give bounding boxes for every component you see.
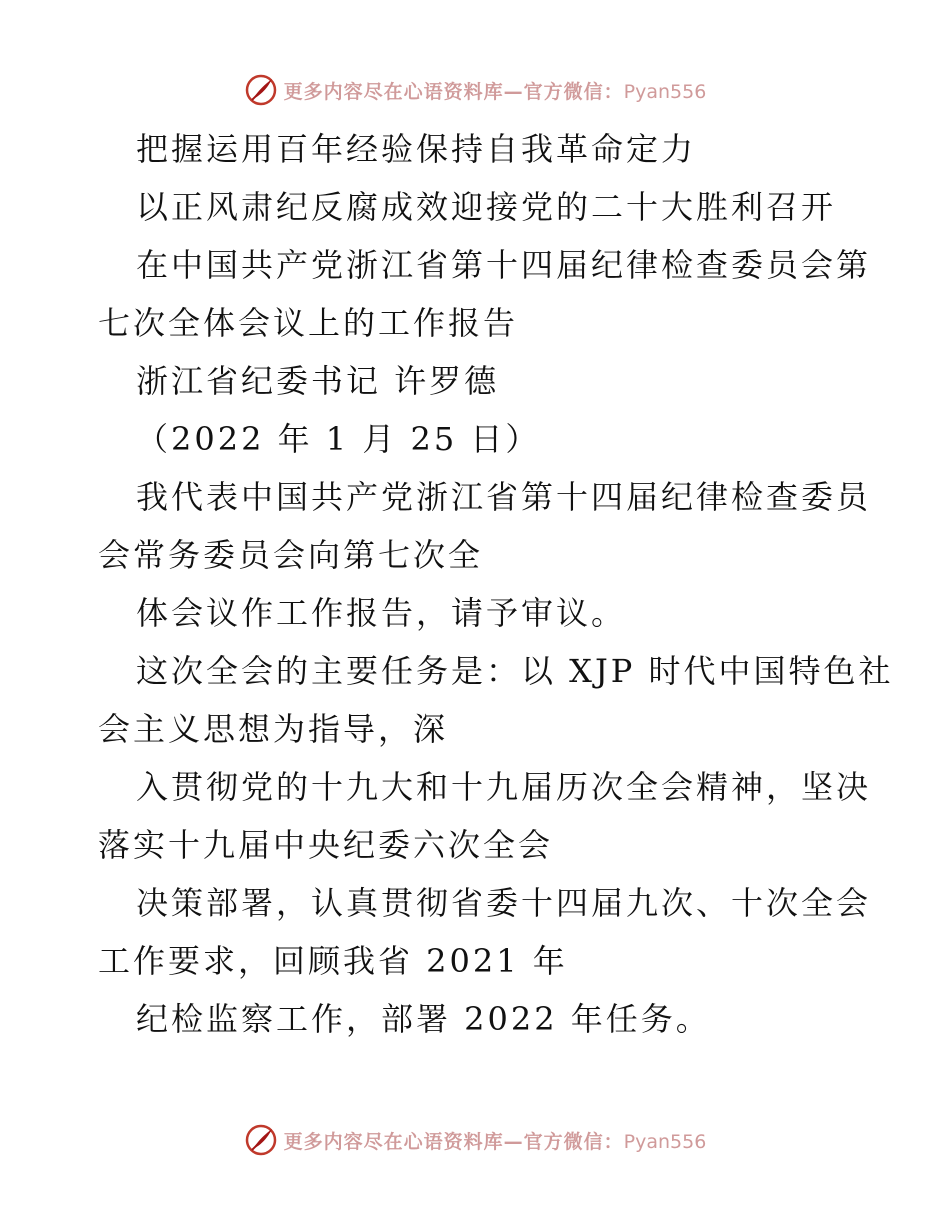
doc-text-line: 会常务委员会向第七次全 bbox=[98, 536, 484, 574]
doc-subtitle-line: 以正风肃纪反腐成效迎接党的二十大胜利召开 bbox=[136, 188, 837, 226]
doc-text-line: 工作要求，回顾我省 2021 年 bbox=[98, 942, 568, 980]
footer-watermark bbox=[0, 1118, 950, 1162]
doc-text-line: 会主义思想为指导，深 bbox=[98, 710, 449, 748]
doc-text-line: 入贯彻党的十九大和十九届历次全会精神，坚决 bbox=[136, 768, 872, 806]
document-body bbox=[98, 120, 894, 1048]
doc-text-line: 我代表中国共产党浙江省第十四届纪律检查委员 bbox=[136, 478, 872, 516]
feather-logo-icon bbox=[244, 1123, 278, 1157]
watermark-text: 更多内容尽在心语资料库—官方微信：Pyan556 bbox=[283, 80, 707, 103]
doc-author-line: 浙江省纪委书记 许罗德 bbox=[136, 362, 500, 400]
doc-text-line: 落实十九届中央纪委六次全会 bbox=[98, 826, 554, 864]
doc-text-line: 七次全体会议上的工作报告 bbox=[98, 304, 519, 342]
watermark-text: 更多内容尽在心语资料库—官方微信：Pyan556 bbox=[283, 1130, 707, 1153]
doc-text-line: 在中国共产党浙江省第十四届纪律检查委员会第 bbox=[136, 246, 872, 284]
header-watermark bbox=[0, 68, 950, 112]
doc-text-line: 这次全会的主要任务是：以 XJP 时代中国特色社 bbox=[136, 652, 894, 690]
doc-text-line: 体会议作工作报告，请予审议。 bbox=[136, 594, 627, 632]
doc-title-line: 把握运用百年经验保持自我革命定力 bbox=[136, 130, 697, 168]
doc-date-line: （2022 年 1 月 25 日） bbox=[136, 420, 541, 458]
doc-text-line: 决策部署，认真贯彻省委十四届九次、十次全会 bbox=[136, 884, 872, 922]
feather-logo-icon bbox=[244, 73, 278, 107]
doc-text-line: 纪检监察工作，部署 2022 年任务。 bbox=[136, 1000, 711, 1038]
